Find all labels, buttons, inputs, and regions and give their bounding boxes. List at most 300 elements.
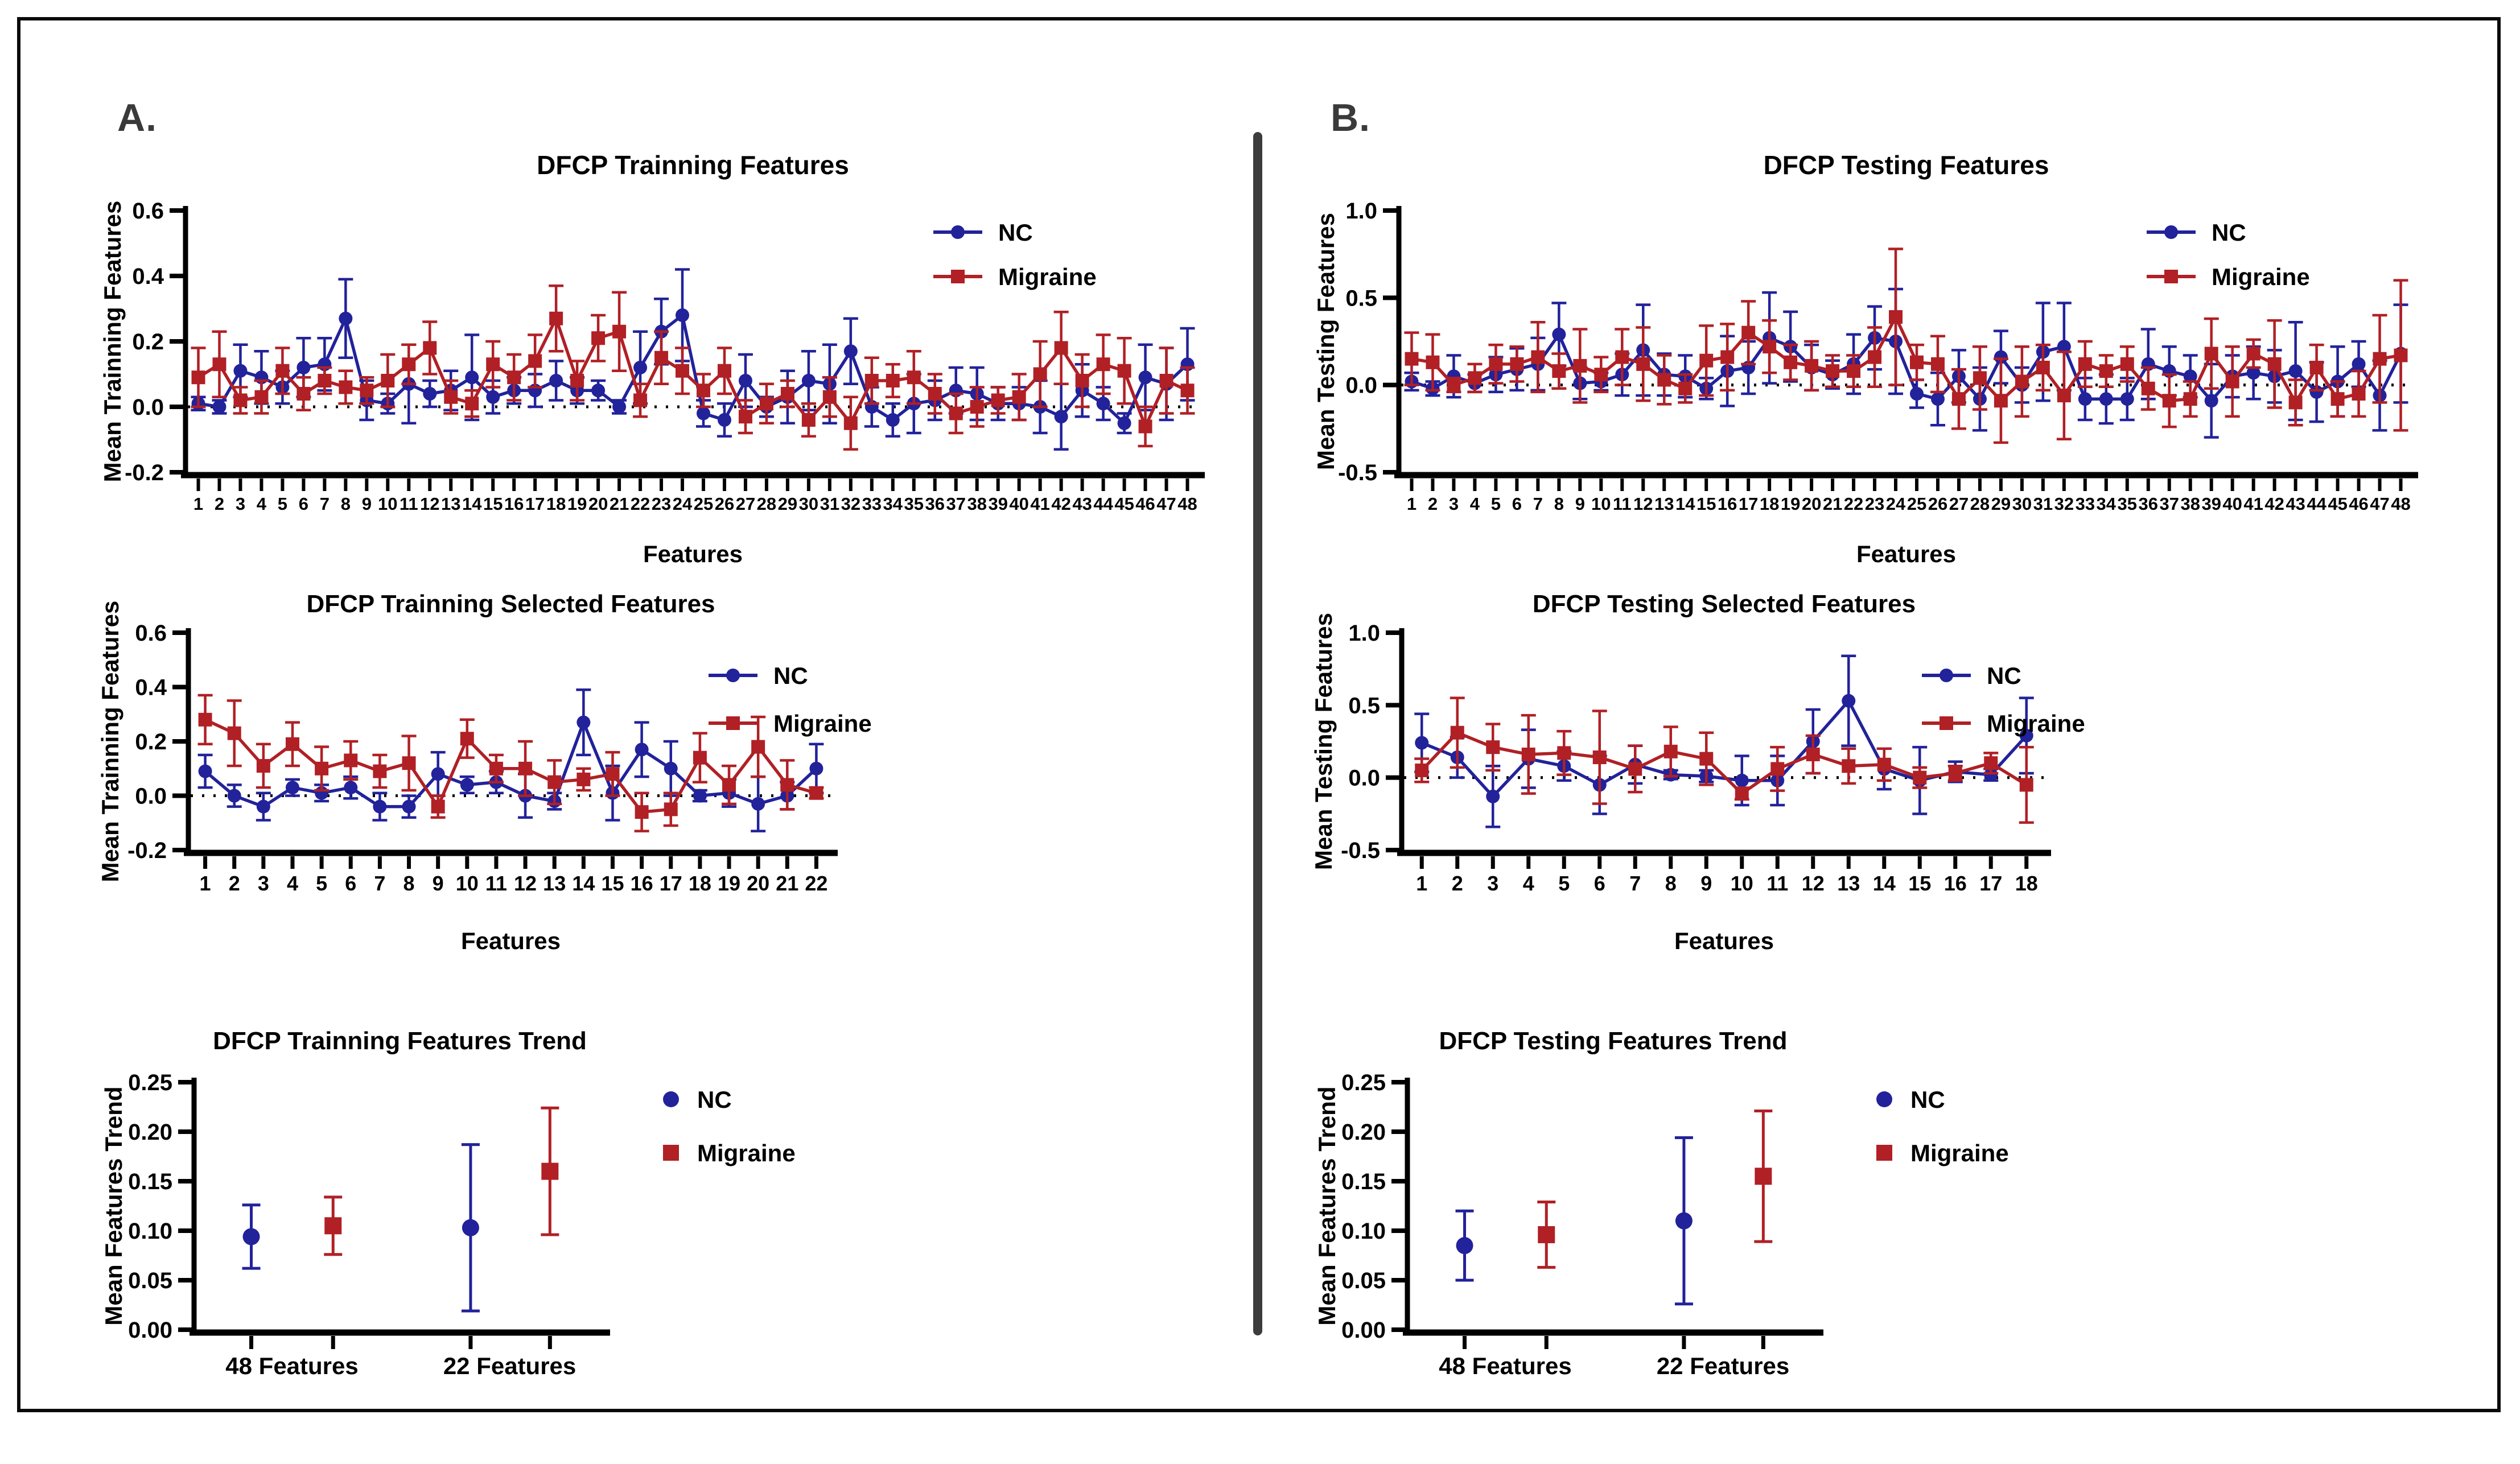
data-point-migraine (1735, 787, 1749, 801)
x-tick-label: 5 (1558, 872, 1570, 895)
data-point-migraine (781, 387, 794, 401)
x-tick-label: 7 (1533, 494, 1543, 514)
data-point-migraine (760, 397, 773, 410)
data-point-migraine (1628, 762, 1642, 776)
x-tick-label: 7 (319, 494, 330, 514)
data-point-migraine (1510, 357, 1523, 371)
data-point-migraine (780, 778, 794, 791)
legend-marker-square-icon (951, 270, 965, 283)
data-point-migraine (1451, 726, 1464, 740)
x-tick-label: 1 (1416, 872, 1428, 895)
x-tick-label: 25 (1907, 494, 1927, 514)
x-tick-label: 23 (1864, 494, 1885, 514)
data-point-migraine (518, 762, 532, 776)
legend-label: Migraine (998, 263, 1097, 290)
x-tick-label: 32 (2054, 494, 2074, 514)
x-axis-title: Features (460, 927, 561, 954)
data-point-nc (1456, 1237, 1473, 1254)
y-tick-label: -0.5 (1341, 838, 1380, 863)
data-point-nc (2078, 392, 2092, 406)
data-point-migraine (1447, 378, 1460, 392)
x-tick-label: 22 (630, 494, 650, 514)
y-tick-label: -0.2 (125, 460, 164, 485)
data-point-migraine (1720, 350, 1734, 364)
y-axis-title: Mean Features Trend (100, 1086, 127, 1326)
data-point-nc (1931, 392, 1945, 406)
data-point-nc (373, 800, 386, 814)
legend-label: Migraine (1987, 710, 2085, 737)
x-tick-label: 20 (1801, 494, 1822, 514)
x-tick-label: 41 (1030, 494, 1050, 514)
data-point-migraine (1868, 350, 1881, 364)
legend-marker-circle-icon (951, 225, 965, 239)
x-tick-label: 10 (455, 872, 479, 895)
data-point-migraine (1784, 356, 1797, 369)
data-point-migraine (541, 1163, 558, 1180)
x-tick-label: 19 (717, 872, 741, 895)
x-tick-label: 14 (1675, 494, 1695, 514)
data-point-migraine (1636, 357, 1650, 371)
y-tick-label: 1.0 (1348, 621, 1380, 646)
data-point-migraine (1405, 352, 1418, 366)
x-tick-label: 36 (2138, 494, 2159, 514)
data-point-migraine (654, 351, 668, 365)
data-point-migraine (1826, 364, 1839, 378)
data-point-migraine (676, 364, 689, 378)
data-point-nc (664, 762, 678, 776)
x-tick-label: 17 (1738, 494, 1759, 514)
data-point-migraine (1949, 766, 1962, 780)
x-tick-label: 9 (1700, 872, 1712, 895)
data-point-migraine (1181, 383, 1195, 397)
data-point-migraine (1913, 771, 1926, 785)
x-tick-label: 39 (988, 494, 1008, 514)
x-tick-label: 32 (841, 494, 861, 514)
data-point-migraine (1842, 759, 1855, 773)
x-tick-label: 9 (432, 872, 444, 895)
data-point-migraine (1952, 392, 1966, 406)
legend-label: Migraine (697, 1140, 796, 1166)
legend-entry-nc (709, 662, 808, 689)
x-tick-label: 20 (588, 494, 608, 514)
x-tick-label: 47 (1156, 494, 1176, 514)
y-tick-label: 0.20 (128, 1120, 172, 1145)
data-point-nc (2352, 357, 2366, 371)
data-point-migraine (802, 413, 816, 427)
x-tick-label: 8 (403, 872, 415, 895)
y-tick-label: 0.25 (128, 1070, 172, 1095)
data-point-nc (802, 374, 816, 387)
series-migraine (324, 1108, 559, 1255)
data-point-nc (199, 765, 212, 778)
legend-entry-nc (663, 1086, 732, 1113)
x-tick-label: 48 (2391, 494, 2411, 514)
x-tick-label: 34 (2096, 494, 2117, 514)
x-tick-label: 31 (820, 494, 840, 514)
data-point-nc (1118, 416, 1131, 430)
chart-dfcp-training-features (97, 137, 1235, 580)
data-point-migraine (1931, 357, 1945, 371)
x-tick-label: 28 (756, 494, 777, 514)
x-tick-label: 14 (462, 494, 482, 514)
data-point-nc (1055, 410, 1068, 423)
x-tick-label: 27 (1949, 494, 1969, 514)
data-point-migraine (402, 357, 415, 371)
data-point-nc (844, 344, 858, 358)
x-tick-label: 6 (1593, 872, 1605, 895)
data-point-migraine (970, 400, 984, 414)
y-tick-label: 0.5 (1345, 286, 1377, 311)
legend-label: Migraine (773, 710, 872, 737)
x-tick-label: 28 (1970, 494, 1990, 514)
y-tick-label: -0.2 (127, 838, 167, 863)
data-point-nc (612, 400, 626, 414)
x-tick-label: 13 (543, 872, 566, 895)
x-category-label: 22 Features (1656, 1352, 1790, 1379)
data-point-migraine (1847, 364, 1860, 378)
x-tick-label: 16 (1717, 494, 1737, 514)
y-tick-label: -0.5 (1338, 460, 1377, 485)
x-tick-label: 15 (601, 872, 624, 895)
data-point-nc (739, 374, 752, 387)
x-tick-label: 5 (1490, 494, 1501, 514)
legend-entry-nc (933, 219, 1033, 246)
data-point-migraine (315, 762, 328, 776)
data-point-migraine (373, 765, 386, 778)
x-tick-label: 46 (2349, 494, 2369, 514)
y-axis-title: Mean Trainning Features (97, 600, 123, 882)
data-point-nc (2120, 392, 2134, 406)
data-point-nc (344, 781, 357, 794)
data-point-migraine (286, 737, 299, 751)
data-point-migraine (1415, 764, 1428, 777)
legend-label: NC (2212, 219, 2246, 246)
data-point-migraine (275, 364, 289, 378)
x-tick-label: 21 (776, 872, 799, 895)
x-tick-label: 12 (1801, 872, 1825, 895)
x-tick-label: 1 (199, 872, 211, 895)
data-point-nc (2099, 392, 2113, 406)
data-point-nc (228, 789, 241, 803)
data-point-nc (339, 312, 352, 325)
data-point-migraine (2036, 361, 2050, 374)
x-tick-label: 5 (316, 872, 328, 895)
x-tick-label: 44 (2307, 494, 2327, 514)
x-tick-label: 16 (630, 872, 653, 895)
data-point-nc (462, 1219, 479, 1236)
data-point-migraine (697, 383, 710, 397)
data-point-migraine (612, 325, 626, 339)
data-point-migraine (844, 416, 858, 430)
x-tick-label: 6 (298, 494, 309, 514)
legend-marker-circle-icon (1876, 1091, 1892, 1107)
x-tick-label: 29 (777, 494, 798, 514)
x-tick-label: 18 (2015, 872, 2038, 895)
x-tick-label: 43 (2286, 494, 2305, 514)
data-point-migraine (1755, 1168, 1772, 1185)
data-point-migraine (444, 390, 458, 404)
x-tick-label: 18 (546, 494, 566, 514)
x-tick-label: 8 (1554, 494, 1564, 514)
data-point-migraine (865, 374, 879, 387)
data-point-migraine (1097, 357, 1110, 371)
x-tick-label: 4 (1469, 494, 1480, 514)
x-tick-label: 1 (1406, 494, 1417, 514)
data-point-migraine (809, 786, 823, 800)
data-point-nc (1097, 397, 1110, 410)
x-tick-label: 21 (609, 494, 629, 514)
x-tick-label: 12 (420, 494, 440, 514)
x-tick-label: 10 (378, 494, 398, 514)
data-point-migraine (1139, 420, 1152, 434)
data-point-migraine (1699, 354, 1713, 368)
y-axis-title: Mean Trainning Features (99, 200, 126, 482)
data-point-migraine (1699, 752, 1713, 766)
x-tick-label: 35 (2117, 494, 2138, 514)
data-point-migraine (606, 767, 619, 781)
x-tick-label: 38 (967, 494, 987, 514)
x-tick-label: 38 (2180, 494, 2200, 514)
data-point-migraine (2205, 347, 2218, 360)
x-tick-label: 37 (2159, 494, 2179, 514)
x-tick-label: 22 (805, 872, 828, 895)
series-nc (1404, 289, 2408, 438)
data-point-migraine (886, 374, 900, 387)
x-tick-label: 46 (1135, 494, 1155, 514)
data-point-nc (676, 308, 689, 322)
x-tick-label: 18 (688, 872, 711, 895)
data-point-migraine (547, 776, 561, 789)
y-tick-label: 0.05 (1341, 1268, 1386, 1293)
data-point-nc (751, 797, 765, 811)
data-point-migraine (1557, 746, 1571, 760)
data-point-migraine (2394, 349, 2408, 362)
legend-marker-square-icon (663, 1145, 679, 1161)
x-category-label: 22 Features (443, 1352, 577, 1379)
data-point-migraine (1889, 310, 1903, 324)
x-tick-label: 6 (1512, 494, 1522, 514)
y-tick-label: 0.0 (132, 395, 164, 420)
data-point-migraine (635, 805, 649, 819)
data-point-migraine (722, 778, 736, 791)
x-tick-label: 26 (1928, 494, 1948, 514)
legend-label: NC (1910, 1086, 1945, 1113)
x-tick-label: 17 (659, 872, 682, 895)
y-tick-label: 0.2 (132, 329, 164, 354)
data-point-nc (1415, 736, 1428, 750)
x-tick-label: 16 (1943, 872, 1967, 895)
x-tick-label: 14 (572, 872, 595, 895)
data-point-migraine (465, 397, 479, 410)
data-point-migraine (2289, 395, 2303, 409)
chart-title: DFCP Trainning Features Trend (213, 1027, 587, 1055)
data-point-migraine (1531, 350, 1545, 364)
data-point-nc (549, 374, 563, 387)
y-tick-label: 0.6 (132, 199, 164, 224)
y-axis-title: Mean Features Trend (1313, 1086, 1340, 1326)
chart-title: DFCP Testing Selected Features (1532, 590, 1916, 618)
data-point-migraine (257, 759, 270, 773)
legend-entry-migraine (1876, 1140, 2009, 1166)
chart-title: DFCP Trainning Features (537, 150, 849, 180)
data-point-migraine (739, 410, 752, 423)
x-tick-label: 24 (1885, 494, 1906, 514)
x-tick-label: 17 (525, 494, 545, 514)
x-tick-label: 13 (1837, 872, 1860, 895)
x-tick-label: 35 (904, 494, 924, 514)
legend-marker-circle-icon (663, 1091, 679, 1107)
data-point-migraine (2247, 347, 2260, 360)
data-point-migraine (2120, 357, 2134, 371)
data-point-migraine (2352, 387, 2366, 401)
data-point-migraine (1994, 394, 2008, 407)
x-category-label: 48 Features (1439, 1352, 1572, 1379)
legend-entry-migraine (663, 1140, 796, 1166)
legend-entry-migraine (1922, 710, 2085, 737)
y-tick-label: 0.4 (135, 675, 167, 700)
x-tick-label: 12 (514, 872, 537, 895)
series-nc (1456, 1137, 1693, 1304)
data-point-migraine (570, 374, 584, 387)
y-tick-label: 0.05 (128, 1268, 172, 1293)
data-point-nc (693, 789, 707, 803)
series-line (1422, 733, 2027, 794)
data-point-nc (718, 413, 731, 427)
legend-entry-migraine (2147, 263, 2310, 290)
data-point-migraine (1055, 341, 1068, 355)
x-tick-label: 6 (345, 872, 357, 895)
y-tick-label: 0.0 (1348, 765, 1380, 791)
x-tick-label: 22 (1843, 494, 1864, 514)
y-tick-label: 0.15 (1341, 1169, 1386, 1194)
legend-marker-square-icon (1876, 1145, 1892, 1161)
data-point-nc (1139, 370, 1152, 384)
data-point-migraine (507, 370, 521, 384)
data-point-migraine (1426, 356, 1439, 369)
data-point-migraine (1593, 750, 1607, 764)
x-tick-label: 1 (193, 494, 204, 514)
x-tick-label: 31 (2033, 494, 2053, 514)
legend-entry-nc (2147, 219, 2246, 246)
data-point-migraine (2142, 382, 2155, 395)
legend-label: NC (697, 1086, 732, 1113)
x-tick-label: 11 (1612, 494, 1632, 514)
x-tick-label: 2 (228, 872, 240, 895)
data-point-nc (486, 390, 500, 404)
data-point-migraine (2057, 389, 2071, 402)
y-axis-title: Mean Testing Features (1310, 613, 1337, 870)
x-tick-label: 3 (1448, 494, 1459, 514)
data-point-nc (1910, 387, 1924, 401)
x-category-label: 48 Features (225, 1352, 359, 1379)
data-point-migraine (199, 713, 212, 727)
x-tick-label: 41 (2243, 494, 2263, 514)
legend-marker-circle-icon (2164, 225, 2178, 239)
x-tick-label: 44 (1093, 494, 1113, 514)
x-tick-label: 27 (735, 494, 756, 514)
series-nc (242, 1145, 480, 1311)
series-migraine (198, 695, 824, 831)
data-point-migraine (460, 732, 474, 745)
x-tick-label: 19 (1780, 494, 1801, 514)
data-point-migraine (1552, 364, 1566, 378)
x-tick-label: 3 (1487, 872, 1499, 895)
x-tick-label: 33 (2075, 494, 2095, 514)
data-point-migraine (1486, 740, 1500, 754)
data-point-migraine (591, 331, 605, 345)
x-tick-label: 37 (946, 494, 966, 514)
chart-dfcp-training-selected-features (97, 576, 962, 1014)
x-tick-label: 45 (2328, 494, 2348, 514)
chart-title: DFCP Testing Features Trend (1439, 1027, 1788, 1055)
data-point-migraine (633, 394, 647, 407)
data-point-nc (697, 407, 710, 420)
x-tick-label: 43 (1072, 494, 1092, 514)
data-point-migraine (693, 751, 707, 765)
x-tick-label: 10 (1591, 494, 1611, 514)
data-point-nc (286, 781, 299, 794)
data-point-migraine (2268, 357, 2282, 371)
data-point-migraine (1678, 382, 1692, 395)
legend-marker-circle-icon (726, 669, 740, 682)
data-point-nc (633, 361, 647, 374)
data-point-migraine (489, 762, 503, 776)
legend-entry-nc (1922, 662, 2021, 689)
legend-marker-square-icon (2164, 270, 2178, 283)
data-point-nc (591, 383, 605, 397)
data-point-migraine (577, 773, 590, 786)
legend-label: NC (773, 662, 808, 689)
x-tick-label: 4 (286, 872, 298, 895)
x-tick-label: 26 (714, 494, 735, 514)
data-point-nc (297, 361, 310, 374)
x-tick-label: 15 (483, 494, 503, 514)
data-point-migraine (549, 312, 563, 325)
data-point-migraine (949, 407, 963, 420)
data-point-migraine (1468, 371, 1481, 385)
data-point-migraine (381, 374, 394, 387)
x-tick-label: 11 (485, 872, 507, 895)
y-axis-title: Mean Testing Features (1312, 213, 1339, 470)
x-tick-label: 30 (2012, 494, 2032, 514)
legend-marker-circle-icon (1940, 669, 1953, 682)
x-tick-label: 2 (1451, 872, 1463, 895)
legend-label: NC (1987, 662, 2021, 689)
x-tick-label: 39 (2201, 494, 2221, 514)
chart-title: DFCP Trainning Selected Features (306, 590, 715, 618)
legend-entry-migraine (709, 710, 872, 737)
data-point-migraine (2373, 352, 2387, 366)
y-tick-label: 0.0 (1345, 373, 1377, 398)
data-point-migraine (1984, 756, 1998, 770)
legend-marker-square-icon (1940, 716, 1953, 730)
y-tick-label: 0.6 (135, 621, 167, 646)
data-point-nc (257, 800, 270, 814)
data-point-migraine (1118, 364, 1131, 378)
data-point-migraine (254, 390, 268, 404)
data-point-nc (402, 800, 416, 814)
x-tick-label: 11 (1767, 872, 1789, 895)
panel-divider (1253, 132, 1262, 1335)
data-point-nc (886, 413, 900, 427)
data-point-nc (1842, 694, 1855, 708)
data-point-migraine (297, 387, 310, 401)
x-axis-title: Features (1674, 927, 1774, 954)
x-tick-label: 29 (1991, 494, 2011, 514)
data-point-migraine (1770, 762, 1784, 776)
data-point-migraine (1522, 748, 1535, 761)
data-point-migraine (1877, 758, 1891, 772)
